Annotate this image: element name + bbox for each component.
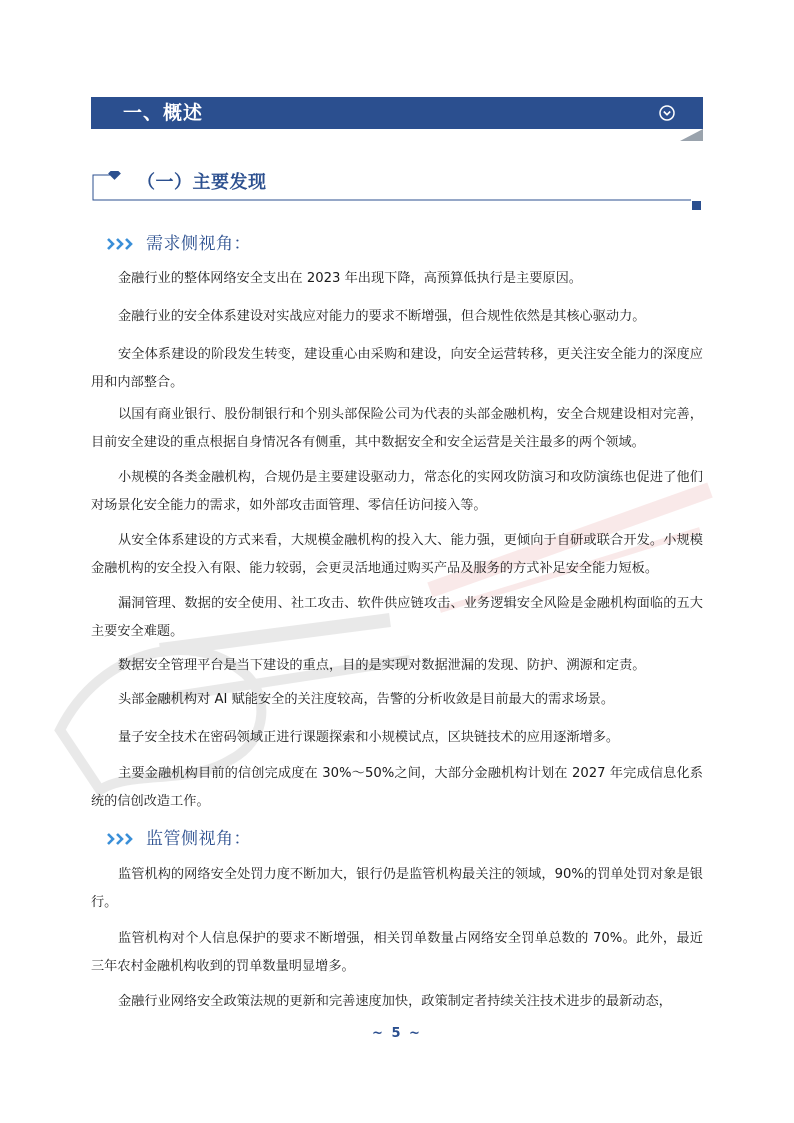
paragraph: 监管机构对个人信息保护的要求不断增强，相关罚单数量占网络安全罚单总数的 70%。此外，最近三年农村金融机构收到的罚单数量明显增多。	[91, 931, 703, 974]
paragraph: 小规模的各类金融机构，合规仍是主要建设驱动力，常态化的实网攻防演习和攻防演练也促进了他们对场景化安全能力的需求，如外部攻击面管理、零信任访问接入等。	[91, 470, 703, 513]
section-banner	[91, 97, 703, 129]
paragraph: 金融行业的整体网络安全支出在 2023 年出现下降，高预算低执行是主要原因。	[118, 271, 582, 286]
page-number: ~ 5 ~	[372, 1026, 422, 1041]
paragraph: 金融行业网络安全政策法规的更新和完善速度加快，政策制定者持续关注技术进步的最新动态，	[118, 994, 672, 1009]
paragraph: 头部金融机构对 AI 赋能安全的关注度较高，告警的分析收敛是目前最大的需求场景。	[118, 692, 615, 707]
regulatory-heading	[106, 827, 251, 851]
paragraph: 从安全体系建设的方式来看，大规模金融机构的投入大、能力强，更倾向于自研或联合开发。小规模金融机构的安全投入有限、能力较弱，会更灵活地通过购买产品及服务的方式补足安全能力短板。	[91, 533, 703, 576]
regulatory-heading-text: 监管侧视角：	[146, 829, 251, 849]
chevron-down-circle-icon[interactable]	[659, 105, 675, 121]
demand-heading-text: 需求侧视角：	[146, 234, 251, 254]
paragraph: 安全体系建设的阶段发生转变，建设重心由采购和建设，向安全运营转移，更关注安全能力的深度应用和内部整合。	[91, 347, 703, 390]
paragraph: 以国有商业银行、股份制银行和个别头部保险公司为代表的头部金融机构，安全合规建设相对完善，目前安全建设的重点根据自身情况各有侧重，其中数据安全和安全运营是关注最多的两个领域。	[91, 407, 703, 450]
paragraph: 漏洞管理、数据的安全使用、社工攻击、软件供应链攻击、业务逻辑安全风险是金融机构面临的五大主要安全难题。	[91, 596, 703, 639]
paragraph: 量子安全技术在密码领域正进行课题探索和小规模试点，区块链技术的应用逐渐增多。	[118, 730, 620, 745]
section-title: 一、概述	[123, 102, 204, 124]
triple-chevron-icon	[106, 832, 134, 846]
paragraph: 主要金融机构目前的信创完成度在 30%～50%之间，大部分金融机构计划在 2027 年完成信息化系统的信创改造工作。	[91, 766, 703, 809]
paragraph: 金融行业的安全体系建设对实战应对能力的要求不断增强，但合规性依然是其核心驱动力。	[118, 309, 646, 324]
demand-heading	[106, 232, 251, 256]
banner-corner-tab	[680, 129, 703, 141]
paragraph: 监管机构的网络安全处罚力度不断加大，银行仍是监管机构最关注的领域，90%的罚单处罚对象是银行。	[91, 867, 703, 910]
subsection-title: （一）主要发现	[137, 172, 267, 193]
triple-chevron-icon	[106, 237, 134, 251]
paragraph: 数据安全管理平台是当下建设的重点，目的是实现对数据泄漏的发现、防护、溯源和定责。	[118, 658, 646, 673]
